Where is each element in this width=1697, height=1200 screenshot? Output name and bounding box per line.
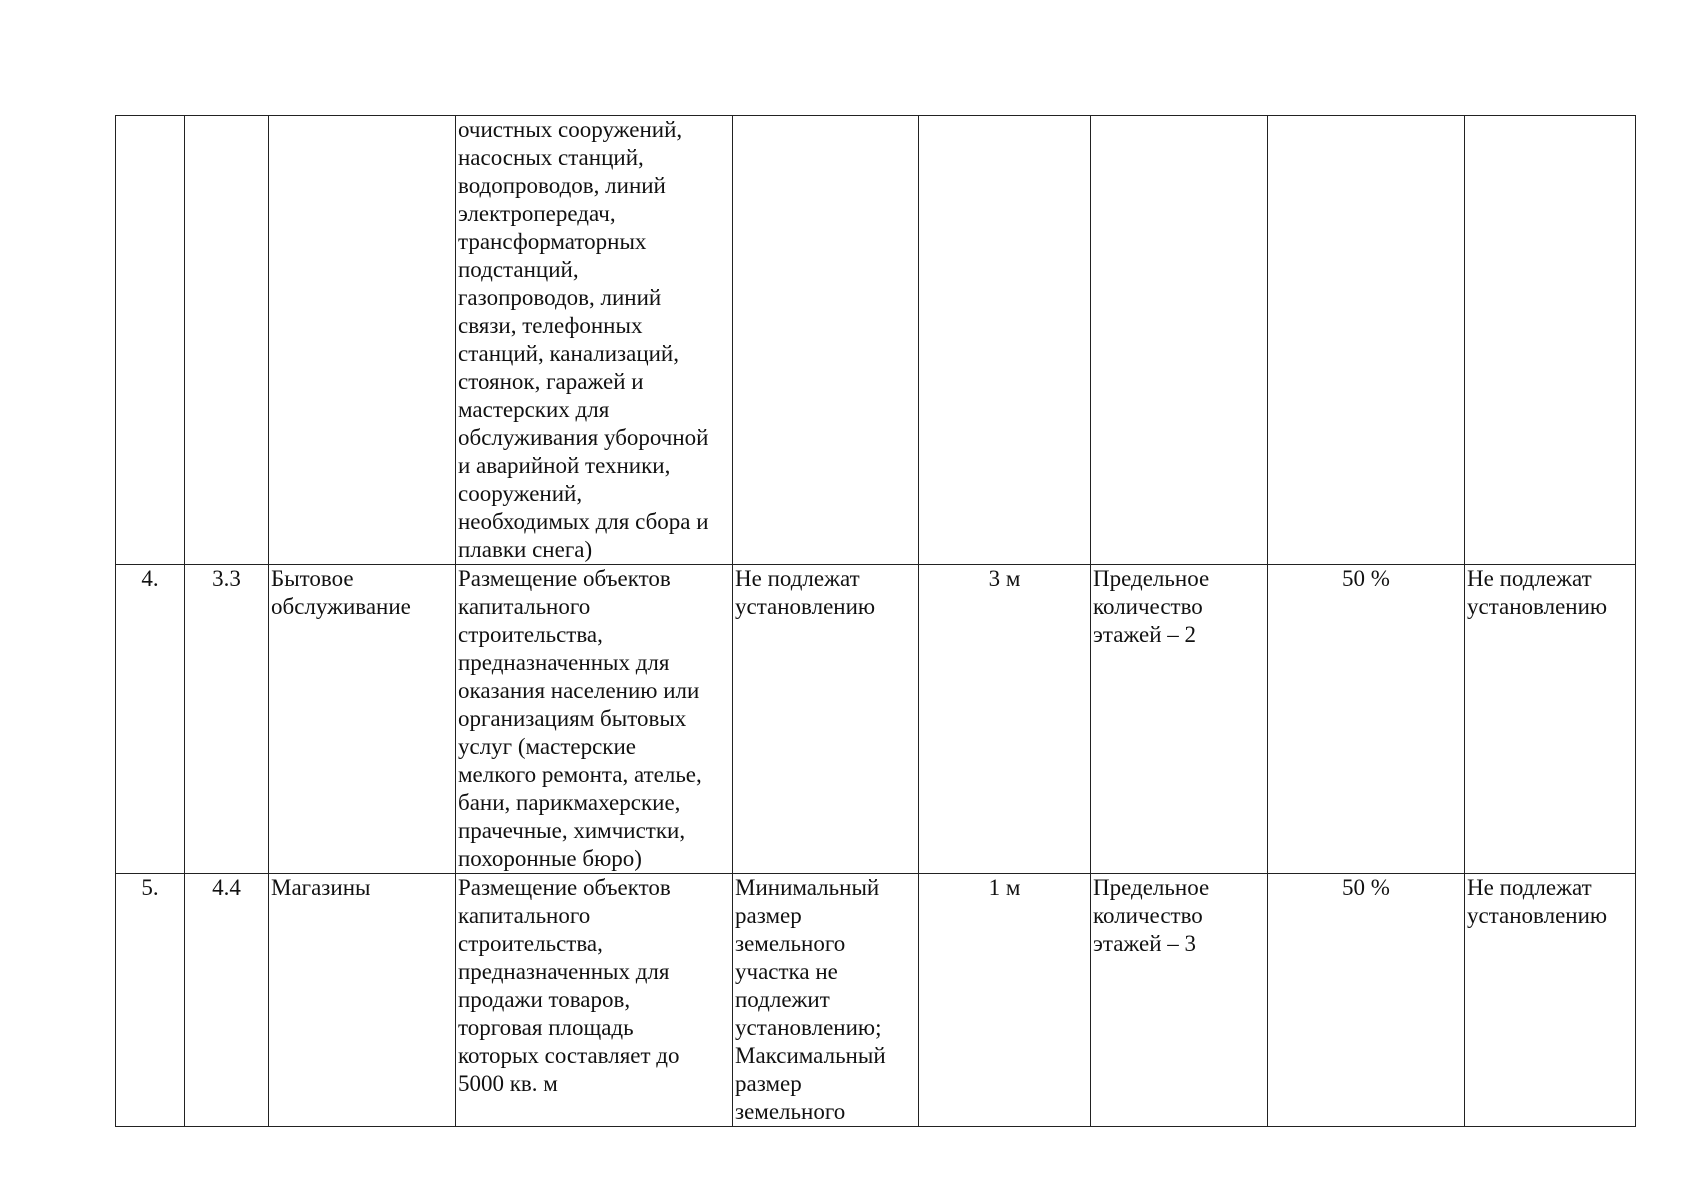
cell-indent — [919, 116, 1091, 565]
cell-description: очистных сооружений, насосных станций, водопроводов, линий электропередач, трансформаторных подстанций, газопроводов, линий связи, телефонных станций, канализаций, стоянок, гаражей и мастерских для обслуживания уборочной и аварийной техники, сооружений, необходимых для сбора и плавки снега) — [456, 116, 733, 565]
cell-use-name: Магазины — [269, 874, 456, 1127]
cell-percent: 50 % — [1268, 874, 1465, 1127]
cell-other: Не подлежат установлению — [1465, 565, 1636, 874]
cell-indent: 1 м — [919, 874, 1091, 1127]
cell-percent: 50 % — [1268, 565, 1465, 874]
table-row — [116, 116, 1636, 565]
cell-code: 3.3 — [185, 565, 269, 874]
cell-plot-size — [733, 116, 919, 565]
table-row — [116, 565, 1636, 874]
cell-percent — [1268, 116, 1465, 565]
cell-description: Размещение объектов капитального строительства, предназначенных для продажи товаров, торговая площадь которых составляет до 5000 кв. м — [456, 874, 733, 1127]
cell-description: Размещение объектов капитального строительства, предназначенных для оказания населению или организациям бытовых услуг (мастерские мелкого ремонта, ателье, бани, парикмахерские, прачечные, химчистки, похоронные бюро) — [456, 565, 733, 874]
cell-number: 5. — [116, 874, 185, 1127]
cell-indent: 3 м — [919, 565, 1091, 874]
table-row — [116, 874, 1636, 1127]
cell-code: 4.4 — [185, 874, 269, 1127]
cell-use-name: Бытовое обслуживание — [269, 565, 456, 874]
cell-other: Не подлежат установлению — [1465, 874, 1636, 1127]
regulations-table — [115, 115, 1636, 1127]
cell-number — [116, 116, 185, 565]
cell-number: 4. — [116, 565, 185, 874]
cell-floors — [1091, 116, 1268, 565]
cell-other — [1465, 116, 1636, 565]
cell-plot-size: Не подлежат установлению — [733, 565, 919, 874]
cell-floors: Предельное количество этажей – 3 — [1091, 874, 1268, 1127]
cell-plot-size: Минимальный размер земельного участка не подлежит установлению; Максимальный размер земельного — [733, 874, 919, 1127]
cell-floors: Предельное количество этажей – 2 — [1091, 565, 1268, 874]
cell-use-name — [269, 116, 456, 565]
cell-code — [185, 116, 269, 565]
